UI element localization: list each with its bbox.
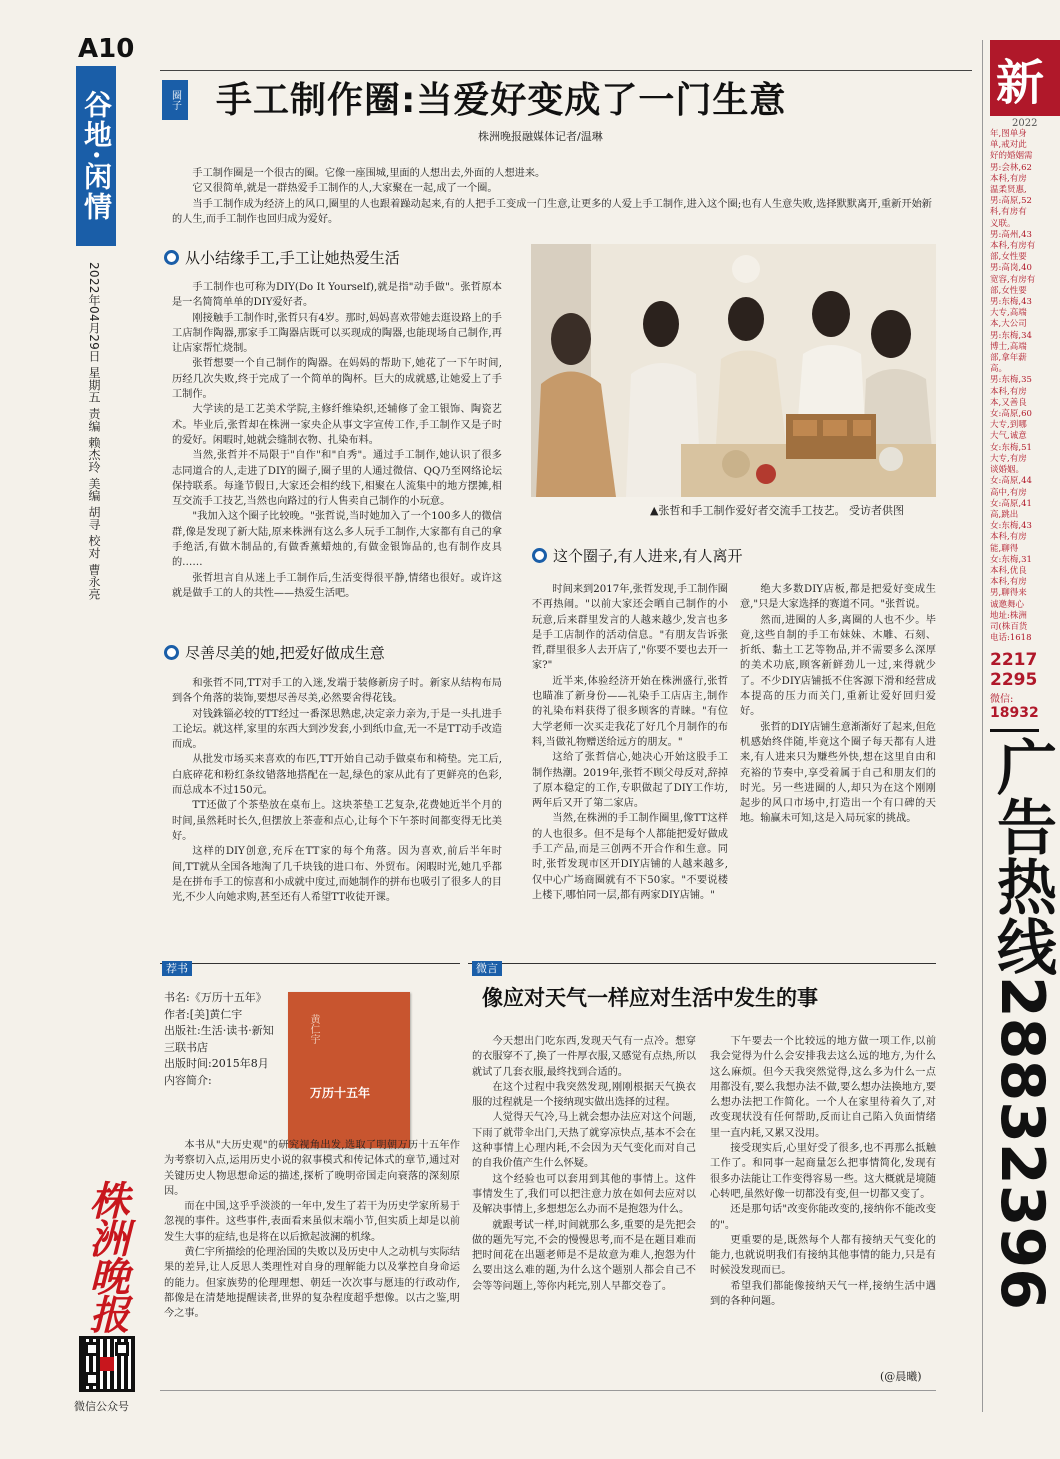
right-banner — [990, 40, 1060, 116]
right-listing-line: 男:东梅,35 — [990, 375, 1032, 386]
essay-signature: (@晨曦) — [880, 1370, 922, 1383]
ad-hotline-title: 广告热线 — [987, 736, 1057, 977]
body-paragraph: 而在中国,这乎乎淡淡的一年中,发生了若干为历史学家所易于忽视的事件。这些事件,表面看来虽似末端小节,但实质上却是以前发生大事的症结,也是将在以后掀起波澜的机缘。 — [164, 1201, 460, 1243]
intro-paragraph: 当手工制作成为经济上的风口,圈里的人也跟着躁动起来,有的人把手工变成一门生意,让更多的人爱上手工制作,进入这个圈;也有人生意失败,选择默默离开,重新开始新的人生,而手工制作也回归成为爱好。 — [172, 198, 932, 225]
right-listing-line: 能,聊得 — [990, 543, 1019, 554]
right-listing-line: 部,女性要 — [990, 285, 1027, 296]
right-listing-line: 女:东梅,51 — [990, 442, 1032, 453]
feature-byline: 株洲晚报融媒体记者/温琳 — [478, 130, 603, 143]
right-listing-line: 谈婚姻。 — [990, 465, 1025, 476]
right-listing-line: 地址:株洲 — [990, 610, 1027, 621]
book-info-line: 书名:《万历十五年》 — [164, 991, 267, 1004]
body-paragraph: 当然,张哲并不局限于"自作"和"自秀"。通过手工制作,她认识了很多志同道合的人,走进了DIY的圈子,圈子里的人通过微信、QQ乃至网络论坛保持联系。每逢节假日,大家还会相约线下,相聚在人流集中的地方摆摊,相互交流手工技艺,当然也向路过的行人售卖自己制作的小玩意。 — [172, 450, 502, 508]
body-paragraph: 在这个过程中我突然发现,刚刚根据天气换衣服的过程就是一个接纳现实做出选择的过程。 — [472, 1081, 696, 1109]
section-3-body-col2 — [740, 582, 936, 827]
right-listing-line: 本,大公司 — [990, 319, 1027, 330]
feature-tag-label: 圈子 — [169, 90, 181, 110]
right-listing-line: 男:会林,62 — [990, 162, 1032, 173]
right-listing-line: 司(株百货 — [990, 621, 1028, 632]
body-paragraph: 对钱銖锱必较的TT经过一番深思熟虑,决定亲力亲为,于是一头扎进手工论坛。就这样,家里的东西大到沙发套,小到纸巾盒,无一不是TT动手改造而成。 — [172, 708, 502, 751]
book-info — [164, 990, 284, 1089]
essay-body-col1 — [472, 1034, 696, 1294]
circle-bullet-icon — [164, 250, 179, 265]
wechat-qr-code[interactable] — [79, 1336, 135, 1392]
right-listing-line: 本,又善良 — [990, 397, 1027, 408]
right-phone-2: 2295 — [990, 670, 1038, 691]
body-paragraph: 张哲坦言自从迷上手工制作后,生活变得很平静,情绪也很好。或许这就是做手工的人的共性——热爱生活吧。 — [172, 572, 502, 599]
right-listing-line: 高,跳出 — [990, 509, 1019, 520]
body-paragraph: 大学读的是工艺美术学院,主修纤维染织,还辅修了金工银饰、陶瓷艺术。毕业后,张哲却在株洲一家央企从事文字宣传工作,手工制作又是子时的爱好。闲暇时,她就会缝制衣物、扎染布料。 — [172, 404, 502, 446]
right-listing-line: 女:东梅,31 — [990, 554, 1032, 565]
body-paragraph: 就跟考试一样,时间就那么多,重要的是先把会做的题先写完,不会的慢慢思考,而不是在题目难而把时间花在出题老师是不是故意为难人,抱怨为什么要出这么难的题,为什么这个题别人都会自己不会等等问题上,等你内耗完,别人早都交卷了。 — [472, 1219, 696, 1292]
section-title: 谷地·闲情 — [80, 90, 113, 222]
right-items — [990, 129, 1039, 644]
body-paragraph: 黄仁宇所描绘的伦理治国的失败以及历史中人之动机与实际结果的差异,让人反思人类理性对自身的理解能力以及掌控自身命运的能力。但家族势的伦理理想、朝廷一次次事与愿违的行政动作,都像是在清楚地提醒读者,世界的复杂程度超乎想像。以古之鉴,明今之事。 — [164, 1247, 460, 1320]
feature-tag — [162, 80, 188, 120]
book-info-line: 内容简介: — [164, 1073, 212, 1087]
right-strip — [987, 40, 1057, 1412]
right-listing-line: 年,图单身 — [990, 129, 1027, 139]
body-paragraph: 张哲的DIY店铺生意渐渐好了起来,但危机感始终伴随,毕竟这个圈子每天都有人进来,有人进来只为赚些外快,想在这里自由和充裕的节奏中,享受着属于自己和朋友们的时光。另一些进圈的人,却只为在这个刚刚起步的风口市场中,打造出一个有口碑的天地。输赢未可知,这是入局玩家的挑战。 — [740, 721, 936, 825]
book-info-line: 出版时间:2015年8月 — [164, 1057, 269, 1070]
body-paragraph: 张哲想要一个自己制作的陶器。在妈妈的帮助下,她花了一下午时间,历经几次失败,终于完成了一个简单的陶杯。巨大的成就感,让她爱上了手工制作。 — [172, 358, 502, 401]
body-paragraph: 本书从"大历史观"的研究视角出发,选取了明朝万历十五年作为考察切入点,运用历史小说的叙事模式和传记体式的章节,通过对关键历史人物思想命运的描述,探析了晚明帝国走向衰落的深刻原因。 — [164, 1140, 460, 1197]
right-listing-line: 男:高原,52 — [990, 196, 1032, 207]
section-1-body — [172, 280, 502, 601]
body-paragraph: 绝大多数DIY店板,都是把爱好变成生意,"只是大家选择的赛道不同。"张哲说。 — [740, 584, 936, 611]
right-listing-line: 男:东梅,34 — [990, 330, 1032, 341]
body-paragraph: 这个经验也可以套用到其他的事情上。这件事情发生了,我们可以把注意力放在如何去应对以及解决事情上,多想想怎么办而不是抱怨为什么。 — [472, 1173, 696, 1216]
body-paragraph: 更重要的是,既然每个人都有接纳天气变化的能力,也就说明我们有接纳其他事情的能力,只是有时候没发现而已。 — [710, 1234, 936, 1277]
right-listing-line: 高。 — [990, 364, 1008, 375]
book-tag: 荐书 — [162, 961, 192, 976]
right-listing-line: 本科,优良 — [990, 565, 1027, 576]
right-listing-line: 女:高原,44 — [990, 476, 1032, 487]
book-tag-box — [162, 957, 192, 976]
right-listing-line: 博士,高端 — [990, 341, 1027, 352]
section-heading-text: 这个圈子,有人进来,有人离开 — [553, 547, 743, 565]
body-paragraph: 下午要去一个比较远的地方做一项工作,以前我会觉得为什么会安排我去这么远的地方,为什么这么麻烦。但今天我突然觉得,这么多为什么一点用都没有,要么我想办法不做,要么想办法换地方,要么想办法把工作简化。一个人在家里待着久了,对改变现状没有任何帮助,反而让自己陷入负面情绪里一直内耗,又累又没用。 — [710, 1036, 936, 1139]
page-number: A10 — [78, 34, 135, 64]
body-paragraph: 这给了张哲信心,她决心开始这股手工制作热潮。2019年,张哲不顾父母反对,辞掉了原本稳定的工作,专职做起了DIY工作坊,两年后又开了第二家店。 — [532, 752, 728, 810]
body-paragraph: TT还做了个茶垫放在桌布上。这块茶垫工艺复杂,花费她近半个月的时间,虽然耗时长久,但摆放上茶壶和点心,让每个下午茶时间都变得无比美好。 — [172, 800, 502, 842]
right-listing-line: 本科,有房 — [990, 173, 1027, 184]
section-2-body — [172, 676, 502, 905]
right-listing-line: 大专,到哪 — [990, 420, 1027, 431]
right-listing-line: 部,拿年薪 — [990, 353, 1027, 364]
right-listing-line: 诚邀舞心 — [990, 599, 1025, 610]
book-cover — [288, 992, 410, 1148]
book-description — [164, 1138, 460, 1322]
intro-paragraph: 它又很简单,就是一群热爱手工制作的人,大家聚在一起,成了一个圈。 — [192, 183, 498, 195]
essay-tag: 微言 — [472, 961, 502, 976]
right-listing-line: 大专,有房 — [990, 453, 1027, 464]
newspaper-logo: 株洲晚报 — [83, 1180, 130, 1332]
body-paragraph: 人觉得天气冷,马上就会想办法应对这个问题,下雨了就带伞出门,天热了就穿凉快点,基本不会在这种事情上心理内耗,不会因为天气变化而对自己的自我价值产生什么怀疑。 — [472, 1112, 696, 1170]
right-listing-line: 男:高州,43 — [990, 229, 1032, 240]
right-listing-line: 男:东梅,43 — [990, 297, 1032, 308]
right-listing-line: 本科,有房 — [990, 532, 1027, 543]
section-heading-text: 尽善尽美的她,把爱好做成生意 — [185, 644, 385, 662]
body-paragraph: 今天想出门吃东西,发现天气有一点冷。想穿的衣服穿不了,换了一件厚衣服,又感觉有点热,所以就试了几套衣服,最终找到合适的。 — [472, 1036, 696, 1078]
date-line: 2022年04月29日 星期五 责编 赖杰玲 美编 胡寻 校对 曹永亮 — [87, 262, 101, 601]
right-listing-line: 大气,诚意 — [990, 431, 1027, 442]
right-listing-line: 好的婚姻需 — [990, 151, 1033, 162]
book-info-line: 出版社:生活·读书·新知三联书店 — [164, 1024, 274, 1054]
right-listing-line: 大专,高端 — [990, 308, 1027, 319]
body-paragraph: "我加入这个圈子比较晚。"张哲说,当时她加入了一个100多人的微信群,像是发现了新大陆,原来株洲有这么多人玩手工制作,大家都有自己的拿手绝活,有做木制品的,有做香薰蜡烛的,有做金银饰品的,也有制作皮具的…… — [172, 511, 502, 569]
section-title-block — [76, 66, 116, 246]
right-listing-line: 男:高岗,40 — [990, 263, 1032, 274]
photo-caption: ▲张哲和手工制作爱好者交流手工技艺。 受访者供图 — [650, 504, 904, 517]
right-listing-line: 女:高原,60 — [990, 409, 1032, 420]
body-paragraph: 还是那句话"改变你能改变的,接纳你不能改变的"。 — [710, 1204, 936, 1231]
right-listing-line: 高中,有房 — [990, 487, 1027, 498]
body-paragraph: 从批发市场买来喜欢的布匹,TT开始自己动手做桌布和椅垫。完工后,白底碎花和粉红条纹错落地搭配在一起,绿色的家从此有了更鲜亮的色彩,而总成本不过150元。 — [172, 754, 502, 797]
qr-caption: 微信公众号 — [74, 1400, 129, 1413]
body-paragraph: 希望我们都能像接纳天气一样,接纳生活中遇到的各种问题。 — [710, 1280, 936, 1308]
right-listing-line: 女:高原,41 — [990, 498, 1032, 509]
feature-photo — [531, 244, 936, 497]
right-listing-line: 男,聊得来 — [990, 588, 1027, 599]
body-paragraph: 当然,在株洲的手工制作圈里,像TT这样的人也很多。但不是每个人都能把爱好做成手工产品,而是三创两不开合作和生意。同时,张哲发现市区开DIY店铺的人越来越多,仅中心广场商圈就有不下50家。"不要说楼上楼下,哪怕同一层,都有两家DIY店铺。" — [532, 813, 728, 901]
right-listing-line: 科,有房有 — [990, 207, 1027, 218]
right-listing-line: 本科,有房 — [990, 577, 1027, 588]
section-heading-3 — [532, 545, 743, 566]
feature-headline: 手工制作圈:当爱好变成了一门生意 — [216, 80, 787, 121]
circle-bullet-icon — [164, 645, 179, 660]
essay-headline: 像应对天气一样应对生活中发生的事 — [482, 986, 818, 1010]
body-paragraph: 手工制作也可称为DIY(Do It Yourself),就是指"动手做"。张哲原本是一名简简单单的DIY爱好者。 — [172, 282, 502, 309]
feature-intro — [172, 166, 932, 227]
book-cover-author: 黄仁宇 — [308, 1014, 319, 1044]
essay-body-col2 — [710, 1034, 936, 1309]
body-paragraph: 这样的DIY创意,充斥在TT家的每个角落。因为喜欢,前后半年时间,TT就从全国各地淘了几千块钱的进口布、外贸布。闲暇时光,她几乎都是在拼布手工的惊喜和小成就中度过,而她制作的拼布也吸引了很多人的目光,不少人向她求购,甚至还有人希望TT收徒开课。 — [172, 846, 502, 904]
right-listing-line: 电话:1618 — [990, 633, 1032, 644]
right-listing-line: 宽容,有房有 — [990, 274, 1036, 285]
body-paragraph: 时间来到2017年,张哲发现,手工制作圈不再热闹。"以前大家还会晒自己制作的小玩意,后来群里发言的人越来越少,发言也多是手工店制作的活动信息。"有朋友告诉张哲,群里很多人去开店了,"你要不要也去开一家?" — [532, 584, 728, 672]
ad-hotline-number: 28832396 — [987, 976, 1057, 1311]
section-heading-text: 从小结缘手工,手工让她热爱生活 — [185, 249, 400, 267]
section-heading-1 — [164, 247, 400, 268]
body-paragraph: 然而,进圈的人多,离圈的人也不少。毕竟,这些自制的手工布妹妹、木雕、石刻、折纸、黏土工艺等物品,并不需要多么深厚的美术功底,顾客新鲜劲儿一过,来得就少了。不少DIY店铺抵不住客源下滑和经营成本提高的压力而关门,重新让爱好回归爱好。 — [740, 614, 936, 718]
section-3-body-col1 — [532, 582, 728, 903]
right-wechat-label: 微信: — [990, 694, 1014, 706]
right-year: 2022 — [1012, 118, 1038, 129]
section-heading-2 — [164, 642, 385, 663]
right-listing-line: 单,戒对此 — [990, 140, 1027, 151]
right-listing-line: 本科,有房 — [990, 386, 1027, 397]
circle-bullet-icon — [532, 548, 547, 563]
book-info-line: 作者:[美]黄仁宇 — [164, 1007, 243, 1021]
body-paragraph: 和张哲不同,TT对手工的入迷,发端于装修新房子时。新家从结构布局到各个角落的装饰,要想尽善尽美,必然要舍得花钱。 — [172, 678, 502, 705]
body-paragraph: 刚接触手工制作时,张哲只有4岁。那时,妈妈喜欢带她去逛设路上的手工店制作陶器,那家手工陶器店既可以买现成的陶器,也能现场自己制作,再让店家帮忙烧制。 — [172, 312, 502, 355]
book-cover-title: 万历十五年 — [310, 1086, 371, 1100]
right-banner-char: 新 — [996, 54, 1045, 111]
body-paragraph: 接受现实后,心里好受了很多,也不再那么抵触工作了。和同事一起商量怎么把事情简化,发现有很多办法能让工作变得容易一些。这大概就是境随心转吧,虽然好像一切都没有变,但一切都又变了。 — [710, 1143, 936, 1200]
right-phone-1: 2217 — [990, 650, 1038, 671]
right-listing-line: 本科,有房有 — [990, 241, 1036, 252]
photo-illustration — [531, 244, 936, 497]
right-listing-line: 温柔贤惠, — [990, 185, 1027, 196]
right-listing-line: 部,女性要 — [990, 252, 1027, 263]
right-listing-line: 义联。 — [990, 218, 1016, 229]
right-wechat: 18932 — [990, 705, 1039, 722]
essay-tag-box — [472, 957, 502, 976]
right-listing-line: 女:东梅,43 — [990, 521, 1032, 532]
body-paragraph: 近半来,体验经济开始在株洲盛行,张哲也瞄准了新身份——礼染手工店店主,制作的礼染布料获得了很多顾客的青睐。"有位大学老师一次买走我花了好几个月制作的布料,当做礼物赠送给远方的朋友。" — [532, 675, 728, 748]
ad-hotline — [987, 729, 1057, 1311]
intro-paragraph: 手工制作圈是一个很古的圈。它像一座围城,里面的人想出去,外面的人想进来。 — [192, 168, 546, 179]
